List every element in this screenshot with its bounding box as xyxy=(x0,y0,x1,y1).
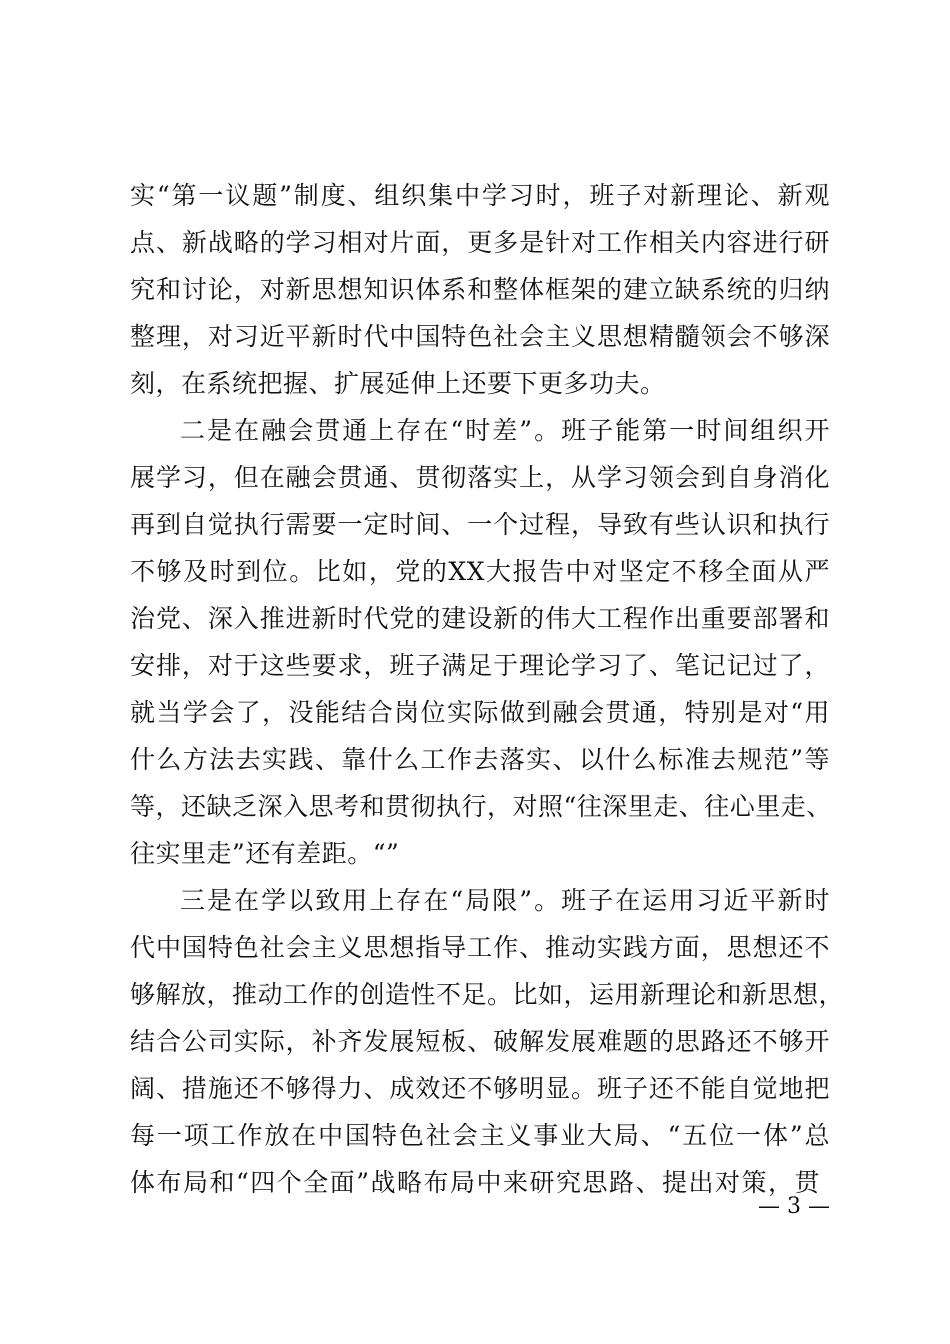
text-line: 体布局和“四个全面”战略布局中来研究思路、提出对策，贯 xyxy=(130,1168,820,1197)
text-line: 安排，对于这些要求，班子满足于理论学习了、笔记记过了， xyxy=(130,651,830,680)
paragraph-first-line: 二是在融会贯通上存在“时差”。班子能第一时间组织开 xyxy=(180,416,830,445)
text-line: 结合公司实际，补齐发展短板、破解发展难题的思路还不够开 xyxy=(130,1027,830,1056)
text-line: 治党、深入推进新时代党的建设新的伟大工程作出重要部署和 xyxy=(130,604,830,633)
text-line: 阔、措施还不够得力、成效还不够明显。班子还不能自觉地把 xyxy=(130,1074,830,1103)
text-line: 再到自觉执行需要一定时间、一个过程，导致有些认识和执行 xyxy=(130,510,830,539)
text-line: 等，还缺乏深入思考和贯彻执行，对照“往深里走、往心里走、 xyxy=(130,792,832,821)
text-line: 每一项工作放在中国特色社会主义事业大局、“五位一体”总 xyxy=(130,1121,830,1150)
text-line: 整理，对习近平新时代中国特色社会主义思想精髓领会不够深 xyxy=(130,322,830,351)
text-line: 不够及时到位。比如，党的XX大报告中对坚定不移全面从严 xyxy=(130,557,830,586)
text-line: 点、新战略的学习相对片面，更多是针对工作相关内容进行研 xyxy=(130,228,830,257)
text-line: 实“第一议题”制度、组织集中学习时，班子对新理论、新观 xyxy=(130,181,830,210)
text-line: 够解放，推动工作的创造性不足。比如，运用新理论和新思想， xyxy=(130,980,845,1009)
text-line: 究和讨论，对新思想知识体系和整体框架的建立缺系统的归纳 xyxy=(130,275,830,304)
paragraph-first-line: 三是在学以致用上存在“局限”。班子在运用习近平新时 xyxy=(180,886,830,915)
text-line: 代中国特色社会主义思想指导工作、推动实践方面，思想还不 xyxy=(130,933,830,962)
text-line: 什么方法去实践、靠什么工作去落实、以什么标准去规范”等 xyxy=(130,745,830,774)
text-line: 往实里走”还有差距。“” xyxy=(130,839,400,868)
text-line: 就当学会了，没能结合岗位实际做到融会贯通，特别是对“用 xyxy=(130,698,830,727)
page-number: — 3 — xyxy=(758,1194,830,1219)
text-line: 展学习，但在融会贯通、贯彻落实上，从学习领会到自身消化 xyxy=(130,463,830,492)
text-line: 刻，在系统把握、扩展延伸上还要下更多功夫。 xyxy=(130,369,666,398)
